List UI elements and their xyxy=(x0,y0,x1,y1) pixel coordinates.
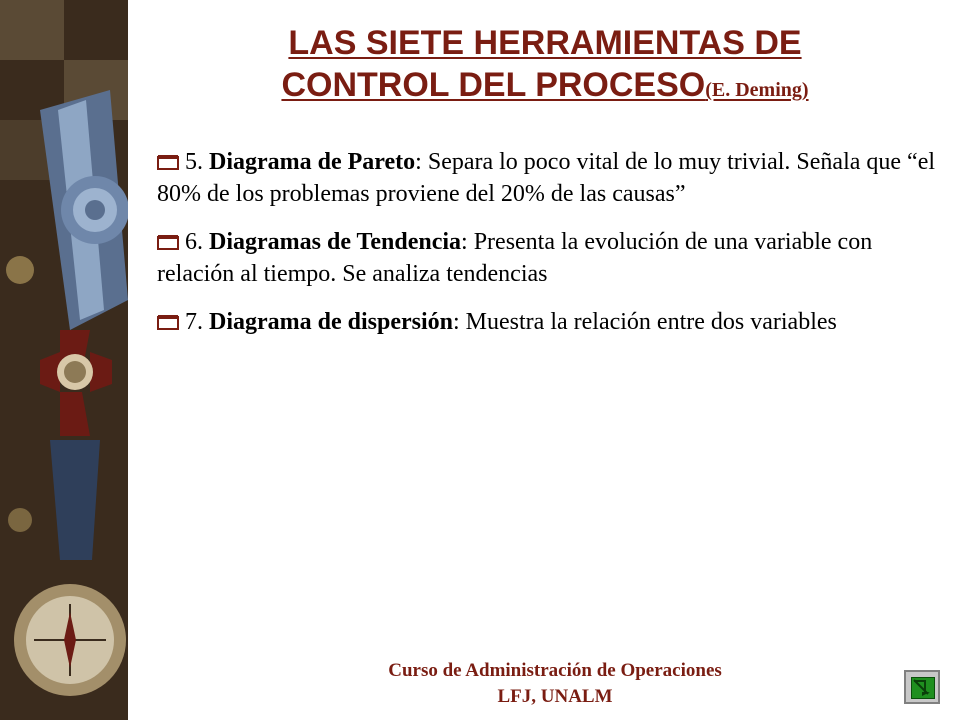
title-line-2: CONTROL DEL PROCESO xyxy=(281,66,706,104)
bullet-number: 7. xyxy=(185,309,209,335)
slide-footer xyxy=(290,658,820,710)
title-author: (E. Deming) xyxy=(705,79,809,101)
bullet-number: 5. xyxy=(185,149,209,175)
footer-institution: LFJ, UNALM xyxy=(497,686,613,707)
bullet-text: : Muestra la relación entre dos variables xyxy=(453,309,837,335)
bullet-list xyxy=(157,146,942,354)
bullet-number: 6. xyxy=(185,229,209,255)
window-icon xyxy=(157,147,179,163)
list-item xyxy=(157,306,942,338)
return-arrow-icon xyxy=(911,677,933,697)
return-button[interactable] xyxy=(904,670,940,704)
decorative-side-image xyxy=(0,0,128,720)
footer-course: Curso de Administración de Operaciones xyxy=(388,660,722,681)
bullet-term: Diagramas de Tendencia xyxy=(209,229,462,255)
title-line-1: LAS SIETE HERRAMIENTAS DE xyxy=(288,24,802,62)
bullet-text: : Separa lo poco vital de lo muy trivial. Señala que “el 80% de los problemas proviene del 20% de las causas” xyxy=(157,149,936,207)
window-icon xyxy=(157,307,179,323)
bullet-text: : Presenta la evolución de una variable con relación al tiempo. Se analiza tendencias xyxy=(157,229,873,287)
list-item xyxy=(157,226,942,290)
bullet-term: Diagrama de dispersión xyxy=(209,309,454,335)
window-icon xyxy=(157,227,179,243)
bullet-term: Diagrama de Pareto xyxy=(209,149,416,175)
list-item xyxy=(157,146,942,210)
slide-title xyxy=(150,22,940,111)
